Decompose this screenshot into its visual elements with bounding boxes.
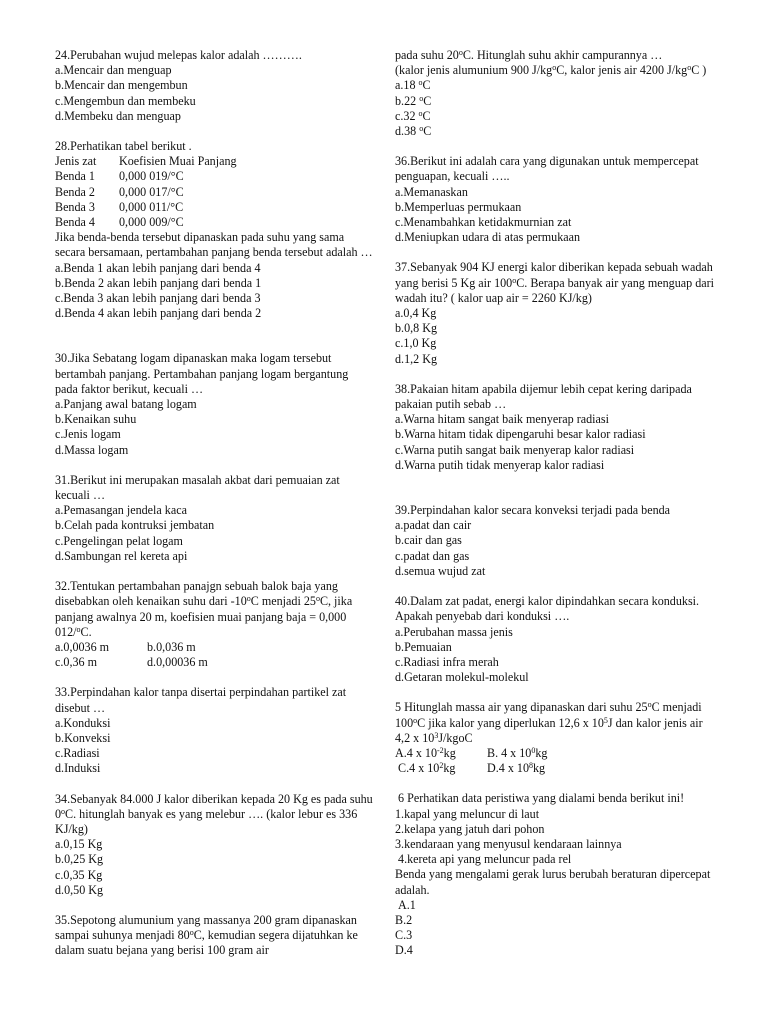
option-a: a.Benda 1 akan lebih panjang dari benda 4 [55, 260, 261, 275]
question-note [395, 63, 715, 78]
option-value: a.18 [395, 78, 419, 93]
text-part: C, jika panjang awalnya 20 m, koefisien muai panjang baja = 0,000 012/ [55, 594, 356, 639]
table-row [55, 185, 373, 200]
question-text: 36.Berikut ini adalah cara yang digunakan untuk mempercepat penguapan, kecuali ….. [395, 154, 702, 184]
option-a: a.Memanaskan [395, 184, 468, 199]
superscript: o [687, 63, 692, 73]
option-a: a.0,0036 m [55, 639, 110, 654]
option-c [395, 761, 487, 776]
question-text: Jika benda-benda tersebut dipanaskan pada suhu yang sama secara bersamaan, pertambahan panjang benda tersebut adalah … [55, 230, 373, 260]
option-d: D.4 [395, 943, 413, 958]
option-a: a.padat dan cair [395, 518, 472, 533]
option-unit: C [423, 93, 432, 108]
option-d: d.Benda 4 akan lebih panjang dari benda 2 [55, 306, 262, 321]
option-c: c.Menambahkan ketidakmurnian zat [395, 215, 572, 230]
superscript: 2 [439, 761, 444, 771]
question-text: 38.Pakaian hitam apabila dijemur lebih cepat kering daripada pakaian putih sebab … [395, 381, 695, 412]
option-unit: C [422, 78, 431, 93]
option-b: b.Konveksi [55, 730, 111, 745]
table-row [55, 215, 373, 230]
option-b: B.2 [395, 912, 413, 927]
option-b: b.Celah pada kontruksi jembatan [55, 518, 215, 533]
question-text: 33.Perpindahan kalor tanpa disertai perpindahan partikel zat disebut … [55, 685, 350, 715]
question-5 [395, 700, 715, 776]
option-b: b.0,25 Kg [55, 852, 104, 867]
question-text [395, 260, 718, 306]
text-part: C. Berapa banyak air yang menguap dari wadah itu? ( kalor uap air = 2260 KJ/kg) [395, 275, 718, 305]
table-cell: Benda 4 [55, 215, 95, 230]
question-30 [55, 351, 373, 457]
list-item: 1.kapal yang meluncur di laut [395, 806, 540, 821]
option-b: b.Warna hitam tidak dipengaruhi besar kalor radiasi [395, 427, 646, 442]
superscript: o [315, 594, 320, 604]
option-a: a.Warna hitam sangat baik menyerap radiasi [395, 412, 609, 427]
option-d: d.Warna putih tidak menyerap kalor radiasi [395, 457, 605, 472]
superscript: o [552, 63, 557, 73]
superscript: o [413, 715, 418, 725]
question-text: 31.Berikut ini merupakan masalah akbat dari pemuaian zat kecuali … [55, 472, 343, 503]
option-value: D.4 x 10 [487, 761, 529, 776]
table-header [55, 154, 373, 169]
option-b: b.0,036 m [147, 639, 196, 654]
option-value: b.22 [395, 93, 420, 108]
option-d: d.1,2 Kg [395, 351, 437, 366]
superscript: o [512, 275, 517, 285]
list-item: 4.kereta api yang meluncur pada rel [395, 852, 572, 867]
superscript: o [647, 700, 652, 710]
option-d: d.Meniupkan udara di atas permukaan [395, 230, 581, 245]
option-c: c.Benda 3 akan lebih panjang dari benda 3 [55, 291, 261, 306]
text-part: (kalor jenis alumunium 900 J/kg [395, 63, 553, 78]
table-cell: 0,000 009/°C [119, 215, 184, 230]
superscript: o [458, 48, 463, 57]
question-28 [55, 139, 373, 321]
text-part: 32.Tentukan pertambahan panajgn sebuah balok baja yang disebabkan oleh kenaikan suhu dari -10 [55, 579, 341, 609]
list-item: 2.kelapa yang jatuh dari pohon [395, 821, 545, 836]
question-text: 24.Perubahan wujud melepas kalor adalah ………. [55, 48, 302, 62]
text-part: C menjadi 25 [250, 594, 316, 609]
option-value: c.32 [395, 108, 419, 123]
option-unit: kg [533, 761, 546, 776]
text-part: C. Hitunglah suhu akhir campurannya … [462, 48, 663, 62]
option-c: c.padat dan gas [395, 548, 470, 563]
option-value: A.4 x 10 [395, 745, 437, 760]
text-part: C menjadi 100 [395, 700, 705, 730]
question-text: 6 Perhatikan data peristiwa yang dialami benda berikut ini! [395, 791, 685, 806]
option-unit: C [422, 108, 431, 123]
option-a [395, 78, 715, 93]
option-a: a.Konduksi [55, 715, 111, 730]
question-text [395, 48, 715, 63]
option-c: c.Radiasi [55, 746, 100, 761]
superscript: 3 [434, 730, 439, 740]
option-a: a.Mencair dan menguap [55, 63, 172, 78]
option-value: C.4 x 10 [395, 761, 440, 776]
question-37 [395, 260, 718, 366]
question-36 [395, 154, 715, 245]
table-header-cell: Jenis zat [55, 154, 97, 169]
table-cell: Benda 2 [55, 184, 95, 199]
question-38 [395, 382, 715, 473]
option-d: d.semua wujud zat [395, 563, 486, 578]
text-part: 35.Sepotong alumunium yang massanya 200 gram dipanaskan sampai suhunya menjadi 80 [55, 912, 360, 943]
question-text: 40.Dalam zat padat, energi kalor dipindahkan secara konduksi. Apakah penyebab dari konduksi …. [395, 594, 702, 624]
option-d: d.0,00036 m [147, 655, 208, 670]
question-31 [55, 473, 373, 564]
table-cell: 0,000 011/°C [119, 199, 184, 214]
option-a: a.Panjang awal batang logam [55, 397, 197, 412]
text-part: J/kgoC [438, 730, 473, 745]
option-c: c.Mengembun dan membeku [55, 93, 196, 108]
text-part: C, kalor jenis air 4200 J/kg [556, 63, 688, 78]
option-b: b.Kenaikan suhu [55, 412, 137, 427]
option-row [55, 655, 373, 670]
question-34 [55, 791, 376, 898]
question-text: 39.Perpindahan kalor secara konveksi terjadi pada benda [395, 503, 671, 518]
option-d: d.Induksi [55, 761, 101, 776]
option-c: C.3 [395, 928, 413, 943]
option-b: b.Pemuaian [395, 639, 452, 654]
option-a [395, 746, 487, 761]
text-part: C jika kalor yang diperlukan 12,6 x 10 [417, 715, 604, 730]
superscript: o [246, 594, 251, 604]
option-value: B. 4 x 10 [487, 745, 532, 760]
text-part: 34.Sebanyak 84.000 J kalor diberikan kepada 20 Kg es pada suhu 0 [55, 791, 376, 821]
table-cell: 0,000 019/°C [119, 169, 184, 184]
option-c: c.1,0 Kg [395, 336, 437, 351]
text-part: C ) [691, 63, 707, 78]
question-39 [395, 503, 715, 579]
option-b: b.Memperluas permukaan [395, 199, 522, 214]
option-row [55, 640, 373, 655]
option-d: d.Getaran molekul-molekul [395, 670, 529, 685]
option-unit: C [423, 124, 432, 139]
superscript: o [419, 93, 424, 103]
superscript: o [418, 78, 423, 88]
question-text [395, 700, 715, 746]
option-row [395, 761, 715, 776]
table-cell: Benda 1 [55, 169, 95, 184]
option-c: c.Jenis logam [55, 427, 121, 442]
option-d [487, 761, 545, 776]
option-d [395, 124, 715, 139]
table-cell: Benda 3 [55, 199, 95, 214]
option-c: c.Warna putih sangat baik menyerap kalor radiasi [395, 442, 635, 457]
question-35 [55, 913, 373, 959]
text-part: C. [80, 624, 92, 639]
superscript: -2 [437, 745, 444, 755]
text-part: 37.Sebanyak 904 KJ energi kalor diberikan kepada sebuah wadah yang berisi 5 Kg air 100 [395, 260, 716, 290]
list-item: 3.kendaraan yang menyusul kendaraan lainnya [395, 836, 622, 851]
table-row [55, 169, 373, 184]
option-b: b.Benda 2 akan lebih panjang dari benda 1 [55, 275, 262, 290]
superscript: 0 [531, 745, 536, 755]
option-c: c.0,36 m [55, 655, 97, 670]
question-6 [395, 791, 715, 958]
option-value: d.38 [395, 124, 420, 139]
superscript: 8 [529, 761, 533, 771]
superscript: o [61, 806, 66, 816]
question-prompt: Benda yang mengalami gerak lurus berubah beraturan dipercepat adalah. [395, 867, 714, 897]
option-a: a.Pemasangan jendela kaca [55, 503, 187, 518]
question-text [55, 913, 373, 959]
question-intro: 28.Perhatikan tabel berikut . [55, 139, 192, 154]
text-part: pada suhu 20 [395, 48, 459, 62]
question-text [55, 791, 376, 838]
text-part: C, kemudian segera dijatuhkan ke dalam suatu bejana yang berisi 100 gram air [55, 928, 361, 958]
option-c: c.0,35 Kg [55, 867, 103, 882]
question-32 [55, 579, 373, 670]
option-b: b.0,8 Kg [395, 321, 437, 336]
option-unit: kg [443, 761, 456, 776]
superscript: o [418, 108, 423, 118]
question-text: 30.Jika Sebatang logam dipanaskan maka logam tersebut bertambah panjang. Pertambahan panjang logam bergantung pada faktor berikut, kecuali … [55, 351, 352, 396]
option-a: a.Perubahan massa jenis [395, 624, 513, 639]
option-d: d.Massa logam [55, 442, 129, 457]
option-a: a.0,15 Kg [55, 837, 103, 852]
right-column [395, 48, 718, 959]
text-part: 5 Hitunglah massa air yang dipanaskan dari suhu 25 [395, 700, 648, 715]
option-unit: kg [535, 745, 548, 760]
option-b [395, 94, 715, 109]
superscript: o [189, 928, 194, 938]
option-row [395, 746, 715, 761]
option-c: c.Radiasi infra merah [395, 654, 499, 669]
option-b: b.Mencair dan mengembun [55, 78, 188, 93]
question-40 [395, 594, 715, 685]
superscript: o [419, 124, 424, 134]
option-c: c.Pengelingan pelat logam [55, 533, 183, 548]
option-a: a.0,4 Kg [395, 306, 437, 321]
superscript: o [76, 624, 81, 634]
question-35-continued [395, 48, 715, 139]
table-cell: 0,000 017/°C [119, 184, 184, 199]
question-text [55, 579, 373, 640]
option-a: A.1 [395, 897, 416, 912]
table-header-cell: Koefisien Muai Panjang [119, 154, 237, 169]
table-row [55, 200, 373, 215]
left-column [55, 48, 376, 959]
option-b [487, 746, 547, 761]
question-33 [55, 685, 373, 776]
option-d: d.0,50 Kg [55, 882, 104, 897]
text-part: C. hitunglah banyak es yang melebur …. (kalor lebur es 336 KJ/kg) [55, 806, 361, 836]
question-24 [55, 48, 373, 124]
option-b: b.cair dan gas [395, 533, 462, 548]
text-part: J dan kalor jenis air 4,2 x 10 [395, 715, 706, 745]
option-d: d.Membeku dan menguap [55, 108, 181, 123]
superscript: 5 [603, 715, 608, 725]
option-unit: kg [443, 745, 456, 760]
option-c [395, 109, 715, 124]
option-d: d.Sambungan rel kereta api [55, 548, 188, 563]
